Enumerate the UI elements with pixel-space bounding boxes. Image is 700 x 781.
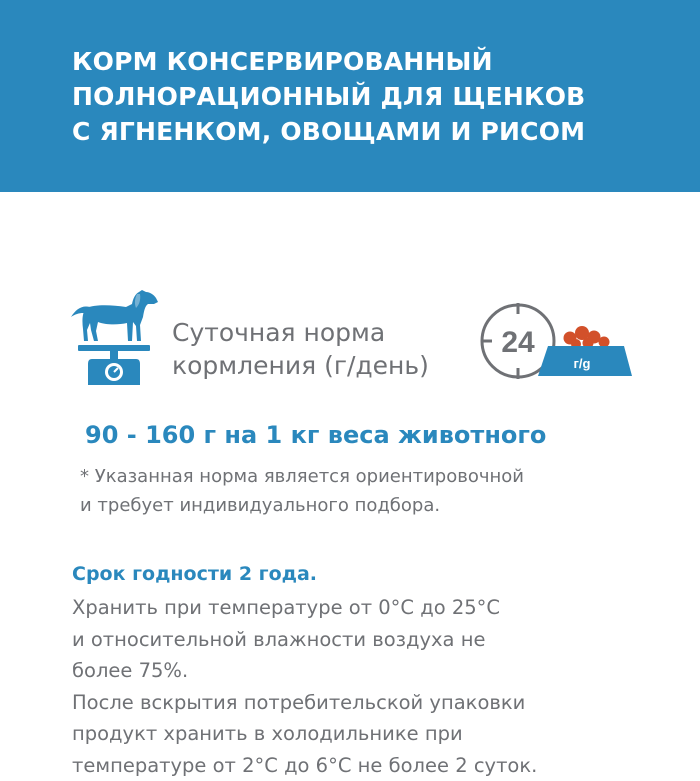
dose-note-line: * Указанная норма является ориентировочной [80, 466, 524, 487]
dog-on-scale-icon [70, 283, 160, 388]
header-banner [0, 0, 700, 192]
storage-line: Хранить при температуре от 0°С до 25°С [72, 596, 501, 619]
product-title-line: КОРМ КОНСЕРВИРОВАННЫЙ [72, 47, 493, 76]
storage-line: более 75%. [72, 659, 189, 682]
storage-line: температуре от 2°С до 6°С не более 2 суток. [72, 753, 538, 777]
clock-hours-text: 24 [501, 326, 535, 359]
storage-instructions [72, 592, 537, 781]
bowl-unit-text: г/g [573, 356, 591, 371]
storage-line: продукт хранить в холодильнике при [72, 722, 463, 745]
daily-norm-label-line: кормления (г/день) [172, 351, 429, 380]
product-title [72, 44, 672, 149]
product-title-line: ПОЛНОРАЦИОННЫЙ ДЛЯ ЩЕНКОВ [72, 82, 586, 111]
dose-note-line: и требует индивидуального подбора. [80, 495, 441, 516]
storage-line: После вскрытия потребительской упаковки [72, 690, 526, 714]
clock-bowl-icon [478, 300, 634, 382]
daily-norm-label [172, 316, 429, 382]
product-title-line: С ЯГНЕНКОМ, ОВОЩАМИ И РИСОМ [72, 117, 586, 146]
dose-note [80, 462, 524, 520]
daily-dose: 90 - 160 г на 1 кг веса животного [85, 421, 547, 449]
shelf-life-title: Срок годности 2 года. [72, 563, 318, 585]
storage-line: и относительной влажности воздуха не [72, 627, 486, 651]
daily-norm-label-line: Суточная норма [172, 318, 386, 347]
